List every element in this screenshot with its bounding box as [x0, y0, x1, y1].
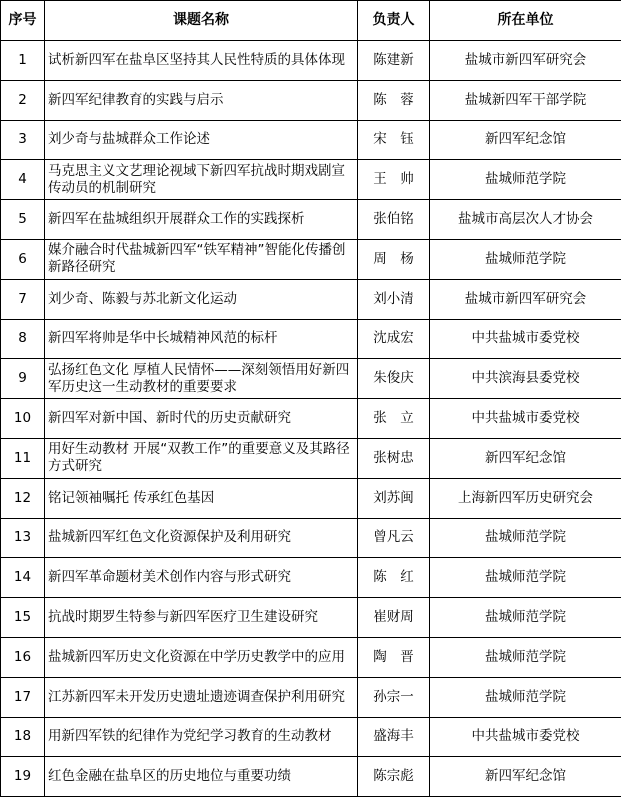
- row-num: 8: [1, 319, 45, 359]
- table-row: [1, 438, 621, 478]
- row-num: 14: [1, 558, 45, 598]
- row-title: 马克思主义文艺理论视域下新四军抗战时期戏剧宣传动员的机制研究: [45, 160, 358, 200]
- row-unit: 盐城新四军干部学院: [430, 80, 621, 120]
- row-unit: 中共盐城市委党校: [430, 399, 621, 439]
- row-num: 19: [1, 757, 45, 797]
- row-title: 新四军对新中国、新时代的历史贡献研究: [45, 399, 358, 439]
- row-person: 沈成宏: [358, 319, 430, 359]
- header-num: 序号: [1, 1, 45, 41]
- row-title: 试析新四军在盐阜区坚持其人民性特质的具体体现: [45, 41, 358, 81]
- row-person: 陈 红: [358, 558, 430, 598]
- row-num: 17: [1, 677, 45, 717]
- table-row: [1, 41, 621, 81]
- table-row: [1, 717, 621, 757]
- row-title: 铭记领袖嘱托 传承红色基因: [45, 478, 358, 518]
- row-person: 张伯铭: [358, 200, 430, 240]
- row-num: 9: [1, 359, 45, 399]
- row-num: 3: [1, 120, 45, 160]
- row-title: 红色金融在盐阜区的历史地位与重要功绩: [45, 757, 358, 797]
- table-row: [1, 319, 621, 359]
- row-num: 13: [1, 518, 45, 558]
- row-person: 陶 晋: [358, 637, 430, 677]
- row-num: 10: [1, 399, 45, 439]
- row-unit: 新四军纪念馆: [430, 757, 621, 797]
- row-num: 4: [1, 160, 45, 200]
- row-unit: 盐城市新四军研究会: [430, 41, 621, 81]
- table-row: [1, 120, 621, 160]
- row-unit: 中共滨海县委党校: [430, 359, 621, 399]
- row-title: 用新四军铁的纪律作为党纪学习教育的生动教材: [45, 717, 358, 757]
- row-num: 6: [1, 239, 45, 279]
- row-unit: 中共盐城市委党校: [430, 717, 621, 757]
- row-title: 抗战时期罗生特参与新四军医疗卫生建设研究: [45, 598, 358, 638]
- table-row: [1, 279, 621, 319]
- row-person: 刘苏闽: [358, 478, 430, 518]
- row-person: 陈宗彪: [358, 757, 430, 797]
- table-header-row: [1, 1, 621, 41]
- table-row: [1, 757, 621, 797]
- row-unit: 盐城师范学院: [430, 239, 621, 279]
- table-body: [1, 41, 621, 797]
- row-person: 刘小清: [358, 279, 430, 319]
- table-row: [1, 637, 621, 677]
- row-title: 刘少奇与盐城群众工作论述: [45, 120, 358, 160]
- row-unit: 盐城师范学院: [430, 558, 621, 598]
- table-row: [1, 478, 621, 518]
- row-person: 盛海丰: [358, 717, 430, 757]
- header-title: 课题名称: [45, 1, 358, 41]
- row-person: 崔财周: [358, 598, 430, 638]
- row-num: 5: [1, 200, 45, 240]
- row-num: 15: [1, 598, 45, 638]
- row-unit: 盐城师范学院: [430, 677, 621, 717]
- table-row: [1, 518, 621, 558]
- row-title: 新四军革命题材美术创作内容与形式研究: [45, 558, 358, 598]
- row-person: 朱俊庆: [358, 359, 430, 399]
- row-num: 12: [1, 478, 45, 518]
- row-person: 曾凡云: [358, 518, 430, 558]
- row-num: 11: [1, 438, 45, 478]
- row-unit: 盐城师范学院: [430, 637, 621, 677]
- table-row: [1, 558, 621, 598]
- row-person: 王 帅: [358, 160, 430, 200]
- row-title: 弘扬红色文化 厚植人民情怀——深刻领悟用好新四军历史这一生动教材的重要要求: [45, 359, 358, 399]
- row-title: 刘少奇、陈毅与苏北新文化运动: [45, 279, 358, 319]
- row-title: 盐城新四军历史文化资源在中学历史教学中的应用: [45, 637, 358, 677]
- table-row: [1, 80, 621, 120]
- row-unit: 上海新四军历史研究会: [430, 478, 621, 518]
- row-title: 盐城新四军红色文化资源保护及利用研究: [45, 518, 358, 558]
- header-unit: 所在单位: [430, 1, 621, 41]
- row-unit: 新四军纪念馆: [430, 438, 621, 478]
- row-num: 7: [1, 279, 45, 319]
- row-num: 18: [1, 717, 45, 757]
- row-title: 江苏新四军未开发历史遗址遗迹调查保护利用研究: [45, 677, 358, 717]
- row-unit: 盐城师范学院: [430, 518, 621, 558]
- table-row: [1, 399, 621, 439]
- table-row: [1, 359, 621, 399]
- row-title: 媒介融合时代盐城新四军“铁军精神”智能化传播创新路径研究: [45, 239, 358, 279]
- row-person: 孙宗一: [358, 677, 430, 717]
- row-num: 2: [1, 80, 45, 120]
- row-person: 陈建新: [358, 41, 430, 81]
- row-unit: 盐城市新四军研究会: [430, 279, 621, 319]
- row-unit: 盐城师范学院: [430, 598, 621, 638]
- row-person: 张 立: [358, 399, 430, 439]
- row-unit: 盐城师范学院: [430, 160, 621, 200]
- row-title: 新四军将帅是华中长城精神风范的标杆: [45, 319, 358, 359]
- row-person: 张树忠: [358, 438, 430, 478]
- row-unit: 盐城市高层次人才协会: [430, 200, 621, 240]
- row-title: 用好生动教材 开展“双教工作”的重要意义及其路径方式研究: [45, 438, 358, 478]
- table-row: [1, 677, 621, 717]
- row-title: 新四军在盐城组织开展群众工作的实践探析: [45, 200, 358, 240]
- row-num: 16: [1, 637, 45, 677]
- row-unit: 中共盐城市委党校: [430, 319, 621, 359]
- row-title: 新四军纪律教育的实践与启示: [45, 80, 358, 120]
- table-row: [1, 200, 621, 240]
- row-person: 宋 钰: [358, 120, 430, 160]
- table-row: [1, 239, 621, 279]
- row-person: 陈 蓉: [358, 80, 430, 120]
- header-person: 负责人: [358, 1, 430, 41]
- row-num: 1: [1, 41, 45, 81]
- table-row: [1, 598, 621, 638]
- row-person: 周 杨: [358, 239, 430, 279]
- table-row: [1, 160, 621, 200]
- row-unit: 新四军纪念馆: [430, 120, 621, 160]
